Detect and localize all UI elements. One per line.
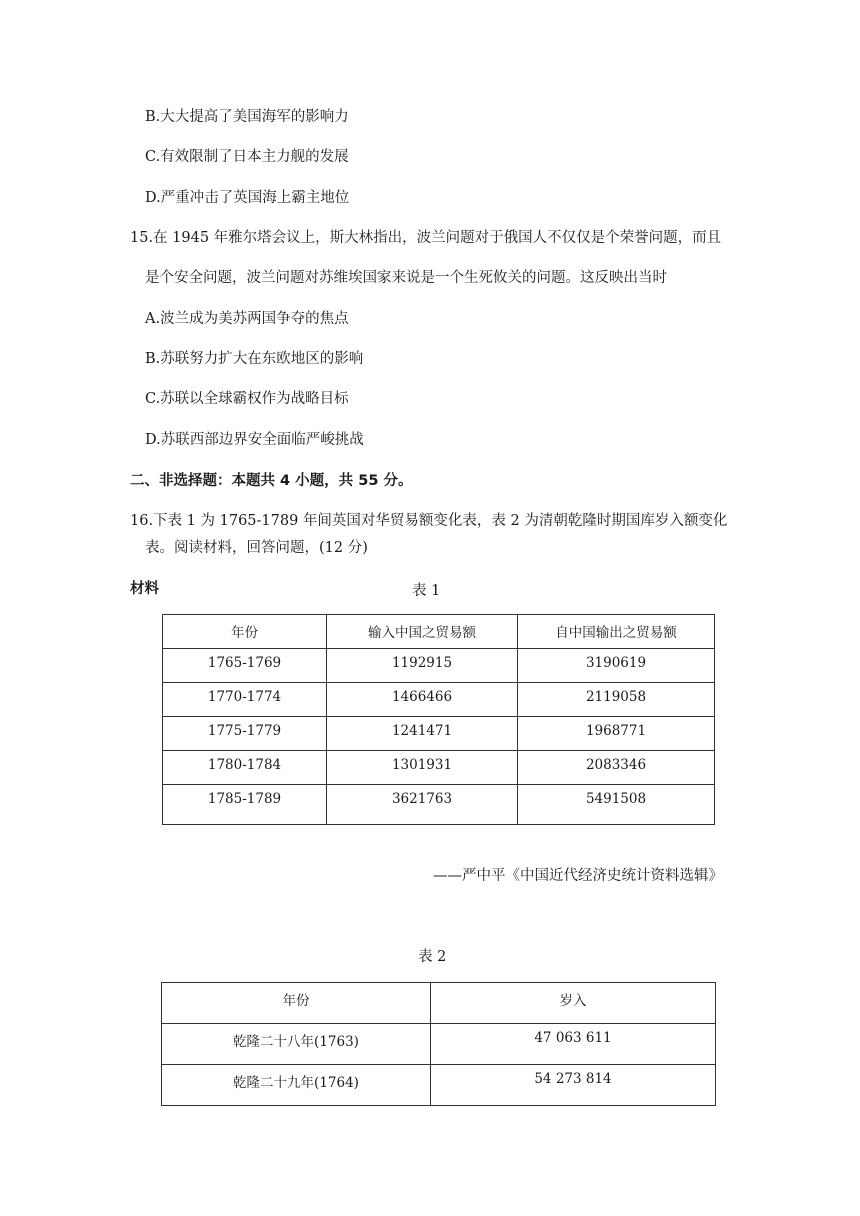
table-cell: 54 273 814 [431, 1065, 716, 1106]
table-cell: 1780-1784 [163, 751, 327, 785]
table-cell: 1770-1774 [163, 683, 327, 717]
table-cell: 1968771 [518, 717, 715, 751]
table-cell: 1241471 [327, 717, 518, 751]
table2-header-row [162, 983, 716, 1024]
table2-header-cell: 年份 [162, 983, 431, 1024]
table1-header-row [163, 615, 715, 649]
table-cell: 1765-1769 [163, 649, 327, 683]
q16-stem-line2: 表。阅读材料，回答问题，(12 分) [145, 540, 368, 556]
table-row [163, 717, 715, 751]
table-cell: 1785-1789 [163, 785, 327, 825]
q14-option-b: B.大大提高了美国海军的影响力 [145, 109, 349, 125]
table1-header-cell: 输入中国之贸易额 [327, 615, 518, 649]
q16-stem-line1: 16.下表 1 为 1765-1789 年间英国对华贸易额变化表，表 2 为清朝乾隆时期国库岁入额变化 [130, 513, 728, 529]
table2 [161, 982, 716, 1106]
table-row [162, 1024, 716, 1065]
table-cell: 1301931 [327, 751, 518, 785]
section2-title: 二、非选择题：本题共 4 小题，共 55 分。 [130, 473, 413, 489]
table-cell: 47 063 611 [431, 1024, 716, 1065]
q15-option-a: A.波兰成为美苏两国争夺的焦点 [145, 311, 349, 327]
q15-option-c: C.苏联以全球霸权作为战略目标 [145, 391, 349, 407]
table-cell: 3621763 [327, 785, 518, 825]
table2-header-cell: 岁入 [431, 983, 716, 1024]
table2-caption: 表 2 [418, 949, 447, 965]
q15-option-b: B.苏联努力扩大在东欧地区的影响 [145, 351, 364, 367]
q14-option-d: D.严重冲击了英国海上霸主地位 [145, 190, 350, 206]
table-row [163, 649, 715, 683]
table1 [162, 614, 715, 825]
table-row [163, 751, 715, 785]
table-cell: 乾隆二十九年(1764) [162, 1065, 431, 1106]
table-cell: 乾隆二十八年(1763) [162, 1024, 431, 1065]
table-cell: 1192915 [327, 649, 518, 683]
table1-caption: 表 1 [412, 583, 441, 599]
q14-option-c: C.有效限制了日本主力舰的发展 [145, 149, 349, 165]
table1-header-cell: 年份 [163, 615, 327, 649]
q15-option-d: D.苏联西部边界安全面临严峻挑战 [145, 432, 364, 448]
table-row [163, 683, 715, 717]
table-cell: 1466466 [327, 683, 518, 717]
table1-header-cell: 自中国输出之贸易额 [518, 615, 715, 649]
q15-stem-line1: 15.在 1945 年雅尔塔会议上，斯大林指出，波兰问题对于俄国人不仅仅是个荣誉问题，而且 [130, 230, 722, 246]
table-row [163, 785, 715, 825]
table-cell: 2119058 [518, 683, 715, 717]
table-cell: 1775-1779 [163, 717, 327, 751]
material-label: 材料 [130, 581, 159, 597]
table1-source: ——严中平《中国近代经济史统计资料选辑》 [433, 868, 723, 884]
table-row [162, 1065, 716, 1106]
table-cell: 3190619 [518, 649, 715, 683]
table-cell: 2083346 [518, 751, 715, 785]
table-cell: 5491508 [518, 785, 715, 825]
q15-stem-line2: 是个安全问题，波兰问题对苏维埃国家来说是一个生死攸关的问题。这反映出当时 [145, 270, 667, 286]
